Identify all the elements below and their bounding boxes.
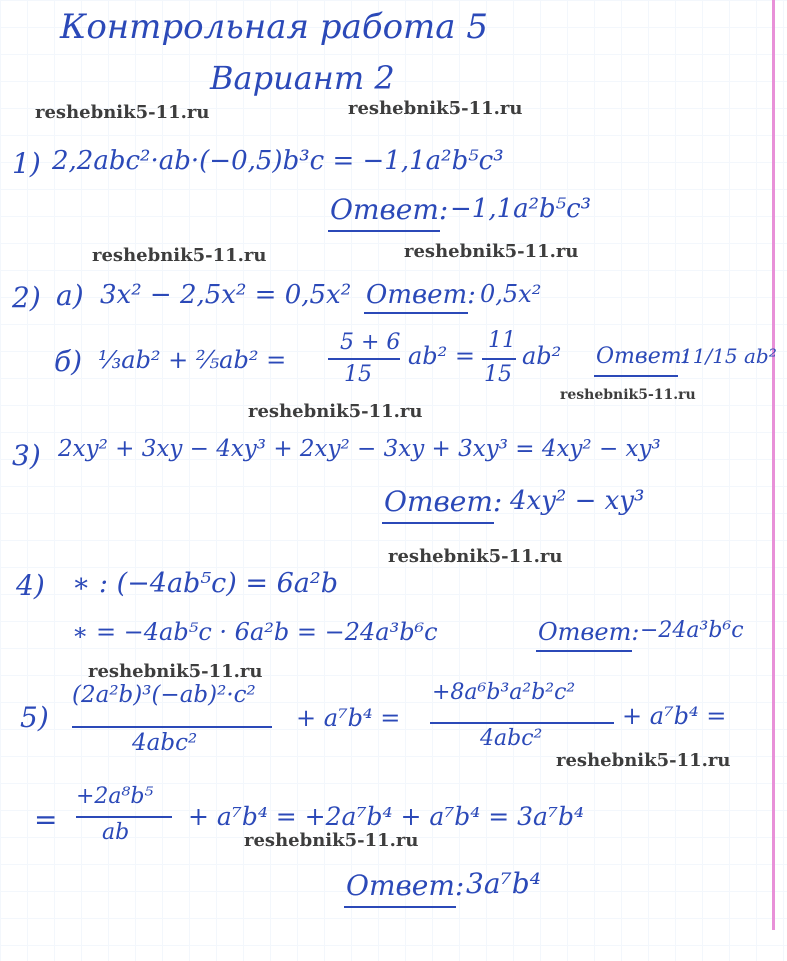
problem-5-fraction-2-numerator: +8a⁶b³a²b²c² [432, 680, 576, 705]
watermark: reshebnik5-11.ru [244, 830, 419, 851]
problem-1-answer: −1,1a²b⁵c³ [450, 194, 592, 224]
variant-label: Вариант 2 [210, 59, 395, 97]
problem-5-line-2-rest: + a⁷b⁴ = +2a⁷b⁴ + a⁷b⁴ = 3a⁷b⁴ [188, 802, 584, 831]
problem-5-answer-label: Ответ: [346, 869, 465, 902]
watermark: reshebnik5-11.ru [556, 750, 731, 771]
problem-5-fraction-3-denominator: ab [102, 820, 130, 845]
problem-5-fraction-2-denominator: 4abc² [480, 726, 543, 751]
problem-3-answer: 4xy² − xy³ [510, 486, 645, 516]
problem-4-answer-underline [536, 650, 632, 652]
problem-5-fraction-3-numerator: +2a⁸b⁵ [76, 784, 154, 809]
watermark: reshebnik5-11.ru [388, 546, 563, 567]
problem-4-number: 4) [16, 569, 45, 602]
problem-2b-left: ⅓ab² + ⅖ab² = [98, 346, 287, 374]
watermark: reshebnik5-11.ru [404, 241, 579, 262]
problem-3-number: 3) [12, 439, 41, 472]
problem-5-fraction-1-numerator: (2a²b)³(−ab)²·c² [72, 682, 256, 708]
problem-2a-label: a) [56, 279, 84, 312]
problem-4-answer: −24a³b⁶c [640, 618, 744, 643]
watermark: reshebnik5-11.ru [560, 387, 696, 403]
problem-2b-fraction-2-tail: ab² [522, 342, 562, 370]
watermark: reshebnik5-11.ru [35, 102, 210, 123]
problem-5-tail: + a⁷b⁴ = [622, 702, 727, 730]
problem-5-number: 5) [20, 701, 49, 734]
problem-2b-answer-underline [594, 375, 678, 377]
problem-2a-answer-label: Ответ: [366, 280, 476, 310]
watermark: reshebnik5-11.ru [248, 401, 423, 422]
watermark: reshebnik5-11.ru [348, 98, 523, 119]
problem-1-expression: 2,2abc²·ab·(−0,5)b³c = −1,1a²b⁵c³ [52, 146, 504, 176]
problem-2b-fraction-1-bar [328, 358, 400, 360]
problem-2b-answer-label: Ответ: [596, 344, 689, 369]
problem-2b-fraction-2-denominator: 15 [484, 362, 512, 387]
problem-5-middle: + a⁷b⁴ = [296, 704, 401, 732]
problem-2b-fraction-2-numerator: 11 [488, 328, 516, 353]
watermark: reshebnik5-11.ru [92, 245, 267, 266]
problem-2b-label: б) [54, 345, 83, 378]
problem-4-line-2: ∗ = −4ab⁵c · 6a²b = −24a³b⁶c [72, 618, 438, 646]
problem-4-answer-label: Ответ: [538, 618, 640, 646]
problem-2a-answer-underline [364, 312, 468, 314]
problem-2b-fraction-1-numerator: 5 + 6 [340, 330, 401, 355]
problem-2a-expression: 3x² − 2,5x² = 0,5x² [100, 280, 352, 310]
problem-5-fraction-3-bar [76, 816, 172, 818]
problem-3-expression: 2xy² + 3xy − 4xy³ + 2xy² − 3xy + 3xy³ = 4xy² − xy³ [58, 436, 661, 462]
page-title: Контрольная работа 5 [60, 7, 489, 47]
problem-1-answer-underline [328, 230, 440, 232]
problem-4-line-1: ∗ : (−4ab⁵c) = 6a²b [72, 568, 338, 599]
problem-2a-answer: 0,5x² [480, 280, 542, 308]
problem-1-answer-label: Ответ: [330, 193, 449, 226]
margin-line [772, 0, 775, 930]
problem-2-number: 2) [12, 281, 41, 314]
problem-5-fraction-1-bar [72, 726, 272, 728]
problem-5-line-2-equals: = [34, 803, 58, 836]
problem-3-answer-label: Ответ: [384, 485, 503, 518]
problem-2b-fraction-1-denominator: 15 [344, 362, 372, 387]
problem-2b-fraction-1-tail: ab² = [408, 342, 476, 370]
problem-5-answer: 3a⁷b⁴ [466, 867, 541, 900]
watermark: reshebnik5-11.ru [88, 661, 263, 682]
problem-3-answer-underline [382, 522, 494, 524]
problem-5-fraction-2-bar [430, 722, 614, 724]
problem-5-answer-underline [344, 906, 456, 908]
problem-1-number: 1) [12, 147, 41, 180]
problem-2b-answer: 11/15 ab² [680, 344, 777, 368]
problem-2b-fraction-2-bar [482, 358, 516, 360]
problem-5-fraction-1-denominator: 4abc² [132, 730, 198, 756]
